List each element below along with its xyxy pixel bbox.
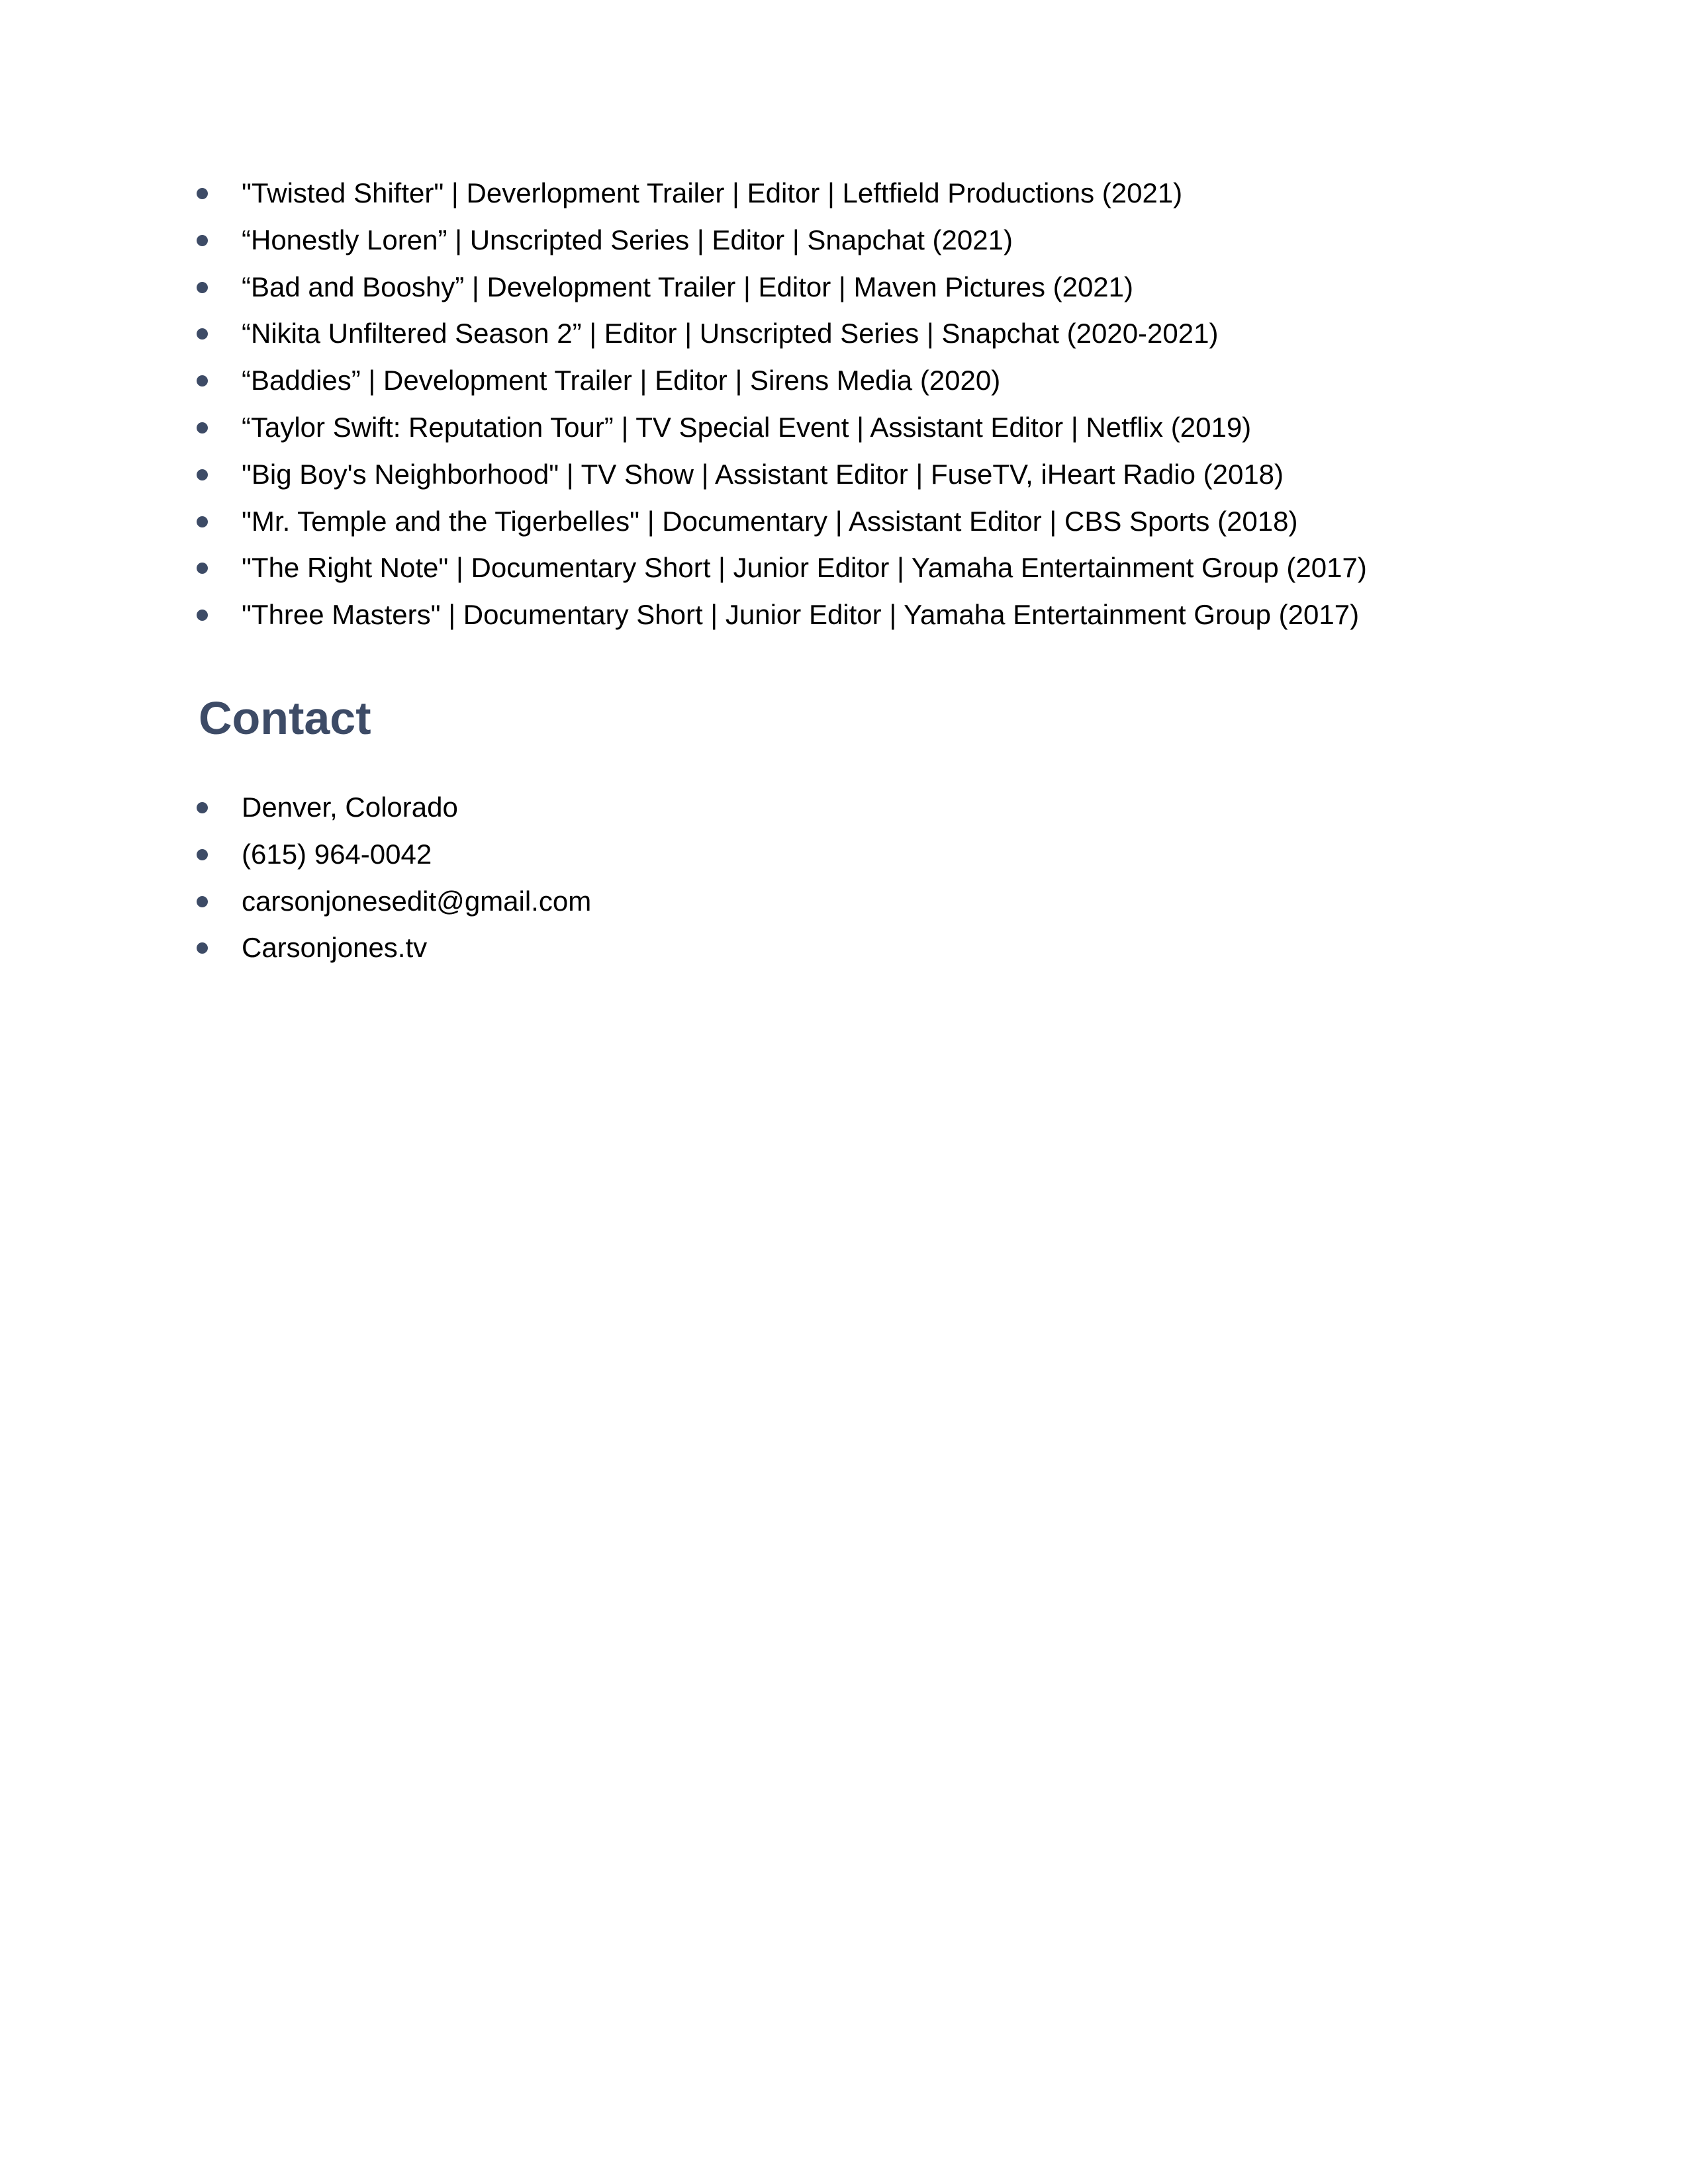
credit-text: “Baddies” | Development Trailer | Editor | Sirens Media (2020) <box>242 365 1001 396</box>
bullet-icon <box>197 328 208 340</box>
bullet-icon <box>197 422 208 433</box>
location-text: Denver, Colorado <box>242 792 458 823</box>
credit-item <box>197 361 1367 408</box>
bullet-icon <box>197 563 208 574</box>
credit-item <box>197 267 1367 314</box>
bullet-icon <box>197 802 208 813</box>
credit-text: “Bad and Booshy” | Development Trailer | Editor | Maven Pictures (2021) <box>242 271 1134 302</box>
credit-text: "Big Boy's Neighborhood" | TV Show | Assistant Editor | FuseTV, iHeart Radio (2018) <box>242 458 1284 490</box>
email-text: carsonjonesedit@gmail.com <box>242 885 592 917</box>
credit-text: “Honestly Loren” | Unscripted Series | Editor | Snapchat (2021) <box>242 224 1013 255</box>
credit-item <box>197 595 1367 642</box>
credit-item <box>197 314 1367 361</box>
contact-email <box>197 882 591 929</box>
phone-text: (615) 964-0042 <box>242 838 432 870</box>
bullet-icon <box>197 896 208 907</box>
credit-item <box>197 502 1367 549</box>
credit-text: “Nikita Unfiltered Season 2” | Editor | Unscripted Series | Snapchat (2020-2021) <box>242 318 1219 349</box>
credit-item <box>197 548 1367 595</box>
contact-heading: Contact <box>199 692 371 744</box>
credit-text: “Taylor Swift: Reputation Tour” | TV Special Event | Assistant Editor | Netflix (2019) <box>242 411 1252 443</box>
bullet-icon <box>197 516 208 527</box>
bullet-icon <box>197 235 208 246</box>
credit-text: "Three Masters" | Documentary Short | Junior Editor | Yamaha Entertainment Group (2017) <box>242 599 1360 631</box>
bullet-icon <box>197 469 208 480</box>
credit-text: "Mr. Temple and the Tigerbelles" | Documentary | Assistant Editor | CBS Sports (2018) <box>242 505 1298 537</box>
bullet-icon <box>197 282 208 293</box>
bullet-icon <box>197 375 208 387</box>
credit-item <box>197 455 1367 502</box>
contact-location <box>197 788 591 835</box>
credit-item <box>197 220 1367 267</box>
bullet-icon <box>197 942 208 954</box>
website-text: Carsonjones.tv <box>242 932 428 964</box>
contact-list <box>197 788 591 975</box>
credit-text: "Twisted Shifter" | Deverlopment Trailer | Editor | Leftfield Productions (2021) <box>242 177 1183 208</box>
bullet-icon <box>197 610 208 621</box>
credits-list <box>197 173 1367 642</box>
bullet-icon <box>197 188 208 199</box>
contact-website <box>197 928 591 975</box>
credit-item <box>197 408 1367 455</box>
credit-item <box>197 173 1367 220</box>
contact-phone <box>197 835 591 882</box>
credit-text: "The Right Note" | Documentary Short | Junior Editor | Yamaha Entertainment Group (2017) <box>242 552 1367 584</box>
bullet-icon <box>197 849 208 860</box>
